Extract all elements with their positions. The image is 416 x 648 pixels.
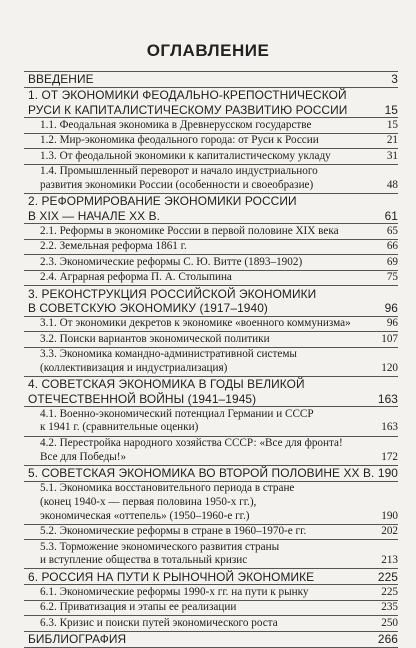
toc-section-entry — [24, 407, 398, 436]
entry-title: 4.2. Перестройка народного хозяйства СССР: «Все для фронта! Все для Победы!» — [40, 436, 343, 463]
toc-section-entry — [24, 348, 398, 377]
entry-title: 1. ОТ ЭКОНОМИКИ ФЕОДАЛЬНО-КРЕПОСТНИЧЕСКОЙ РУСИ К КАПИТАЛИСТИЧЕСКОМУ РАЗВИТИЮ РОССИИ — [28, 88, 348, 117]
entry-title: 2.2. Земельная реформа 1861 г. — [40, 240, 187, 253]
entry-page-number: 120 — [381, 361, 398, 374]
entry-page-number: 266 — [377, 632, 398, 647]
entry-page-number: 61 — [384, 208, 398, 223]
entry-title: ВВЕДЕНИЕ — [28, 72, 94, 87]
entry-page-number: 21 — [386, 134, 398, 147]
entry-page-number: 202 — [381, 525, 398, 538]
entry-page-number: 96 — [386, 317, 398, 330]
entry-title: 1.2. Мир-экономика феодального города: от Руси к России — [40, 134, 319, 147]
toc-chapter-entry — [24, 286, 398, 316]
entry-page-number: 96 — [384, 301, 398, 316]
toc-chapter-entry — [24, 72, 398, 88]
entry-title: 3.2. Поиски вариантов экономической политики — [40, 332, 270, 345]
entry-page-number: 190 — [377, 466, 398, 481]
entry-page-number: 163 — [377, 391, 398, 406]
toc-section-entry — [24, 585, 398, 600]
toc-section-entry — [24, 601, 398, 616]
entry-page-number: 213 — [381, 554, 398, 567]
entry-page-number: 69 — [386, 255, 398, 268]
entry-page-number: 65 — [386, 224, 398, 237]
entry-page-number: 190 — [381, 509, 398, 522]
entry-page-number: 163 — [381, 421, 398, 434]
entry-page-number: 15 — [386, 118, 398, 131]
toc-section-entry — [24, 240, 398, 255]
toc-section-entry — [24, 317, 398, 332]
table-of-contents — [24, 71, 398, 648]
entry-page-number: 75 — [386, 271, 398, 284]
page-title: ОГЛАВЛЕНИЕ — [146, 41, 270, 60]
toc-section-entry — [24, 224, 398, 239]
toc-section-entry — [24, 616, 398, 631]
entry-title: 3.3. Экономика командно-административной системы (коллективизация и индустриализация) — [40, 348, 297, 374]
toc-chapter-entry — [24, 569, 398, 585]
toc-section-entry — [24, 118, 398, 133]
toc-section-entry — [24, 525, 398, 540]
entry-page-number: 235 — [381, 601, 398, 614]
entry-title: 3. РЕКОНСТРУКЦИЯ РОССИЙСКОЙ ЭКОНОМИКИ В СОВЕТСКУЮ ЭКОНОМИКУ (1917–1940) — [28, 286, 317, 316]
entry-title: 2. РЕФОРМИРОВАНИЕ ЭКОНОМИКИ РОССИИ В XIX — НАЧАЛЕ XX В. — [28, 194, 297, 223]
entry-title: 4. СОВЕТСКАЯ ЭКОНОМИКА В ГОДЫ ВЕЛИКОЙ ОТЕЧЕСТВЕННОЙ ВОЙНЫ (1941–1945) — [28, 377, 305, 406]
entry-title: 6.1. Экономические реформы 1990-х гг. на пути к рынку — [40, 585, 309, 598]
entry-page-number: 250 — [381, 616, 398, 629]
toc-section-entry — [24, 540, 398, 569]
entry-title: БИБЛИОГРАФИЯ — [28, 632, 127, 647]
toc-chapter-entry — [24, 466, 398, 482]
entry-title: 6.2. Приватизация и этапы ее реализации — [40, 601, 237, 614]
entry-page-number: 172 — [381, 450, 398, 463]
entry-page-number: 225 — [381, 585, 398, 598]
entry-page-number: 31 — [386, 149, 398, 162]
entry-page-number: 107 — [381, 332, 398, 345]
toc-section-entry — [24, 255, 398, 270]
toc-section-entry — [24, 149, 398, 164]
entry-title: 5.1. Экономика восстановительного периода в стране (конец 1940-х — первая половина 1950-х гг.), экономическая «оттепель» (1950–1960-е гг.) — [40, 482, 295, 522]
toc-chapter-entry — [24, 88, 398, 118]
entry-page-number: 48 — [386, 179, 398, 191]
entry-page-number: 15 — [384, 102, 398, 117]
entry-title: 2.4. Аграрная реформа П. А. Столыпина — [40, 271, 232, 284]
entry-title: 2.1. Реформы в экономике России в первой половине XIX века — [40, 224, 339, 237]
entry-page-number: 66 — [386, 240, 398, 253]
entry-title: 4.1. Военно-экономический потенциал Германии и СССР к 1941 г. (сравнительные оценки) — [40, 407, 314, 434]
entry-title: 1.1. Феодальная экономика в Древнерусском государстве — [40, 118, 312, 131]
entry-title: 5. СОВЕТСКАЯ ЭКОНОМИКА ВО ВТОРОЙ ПОЛОВИНЕ XX В. — [28, 466, 375, 481]
entry-page-number: 225 — [377, 569, 398, 584]
toc-chapter-entry — [24, 194, 398, 224]
entry-title: 5.3. Торможение экономического развития страны и вступление общества в тотальный кризис — [40, 540, 280, 567]
toc-section-entry — [24, 482, 398, 525]
entry-title: 3.1. От экономики декретов к экономике «военного коммунизма» — [40, 317, 351, 330]
entry-title: 2.3. Экономические реформы С. Ю. Витте (1893–1902) — [40, 255, 303, 268]
entry-title: 1.4. Промышленный переворот и начало индустриального развития экономики России (особенности и своеобразие) — [40, 165, 318, 191]
toc-section-entry — [24, 134, 398, 149]
entry-page-number: 3 — [391, 72, 398, 87]
toc-section-entry — [24, 332, 398, 347]
entry-title: 6. РОССИЯ НА ПУТИ К РЫНОЧНОЙ ЭКОНОМИКЕ — [28, 569, 315, 584]
entry-title: 5.2. Экономические реформы в стране в 1960–1970-е гг. — [40, 525, 307, 538]
toc-section-entry — [24, 271, 398, 286]
entry-title: 1.3. От феодальной экономики к капиталистическому укладу — [40, 149, 331, 162]
toc-section-entry — [24, 437, 398, 466]
toc-chapter-entry — [24, 632, 398, 648]
toc-section-entry — [24, 165, 398, 194]
toc-chapter-entry — [24, 377, 398, 407]
entry-title: 6.3. Кризис и поиски путей экономического роста — [40, 616, 278, 629]
